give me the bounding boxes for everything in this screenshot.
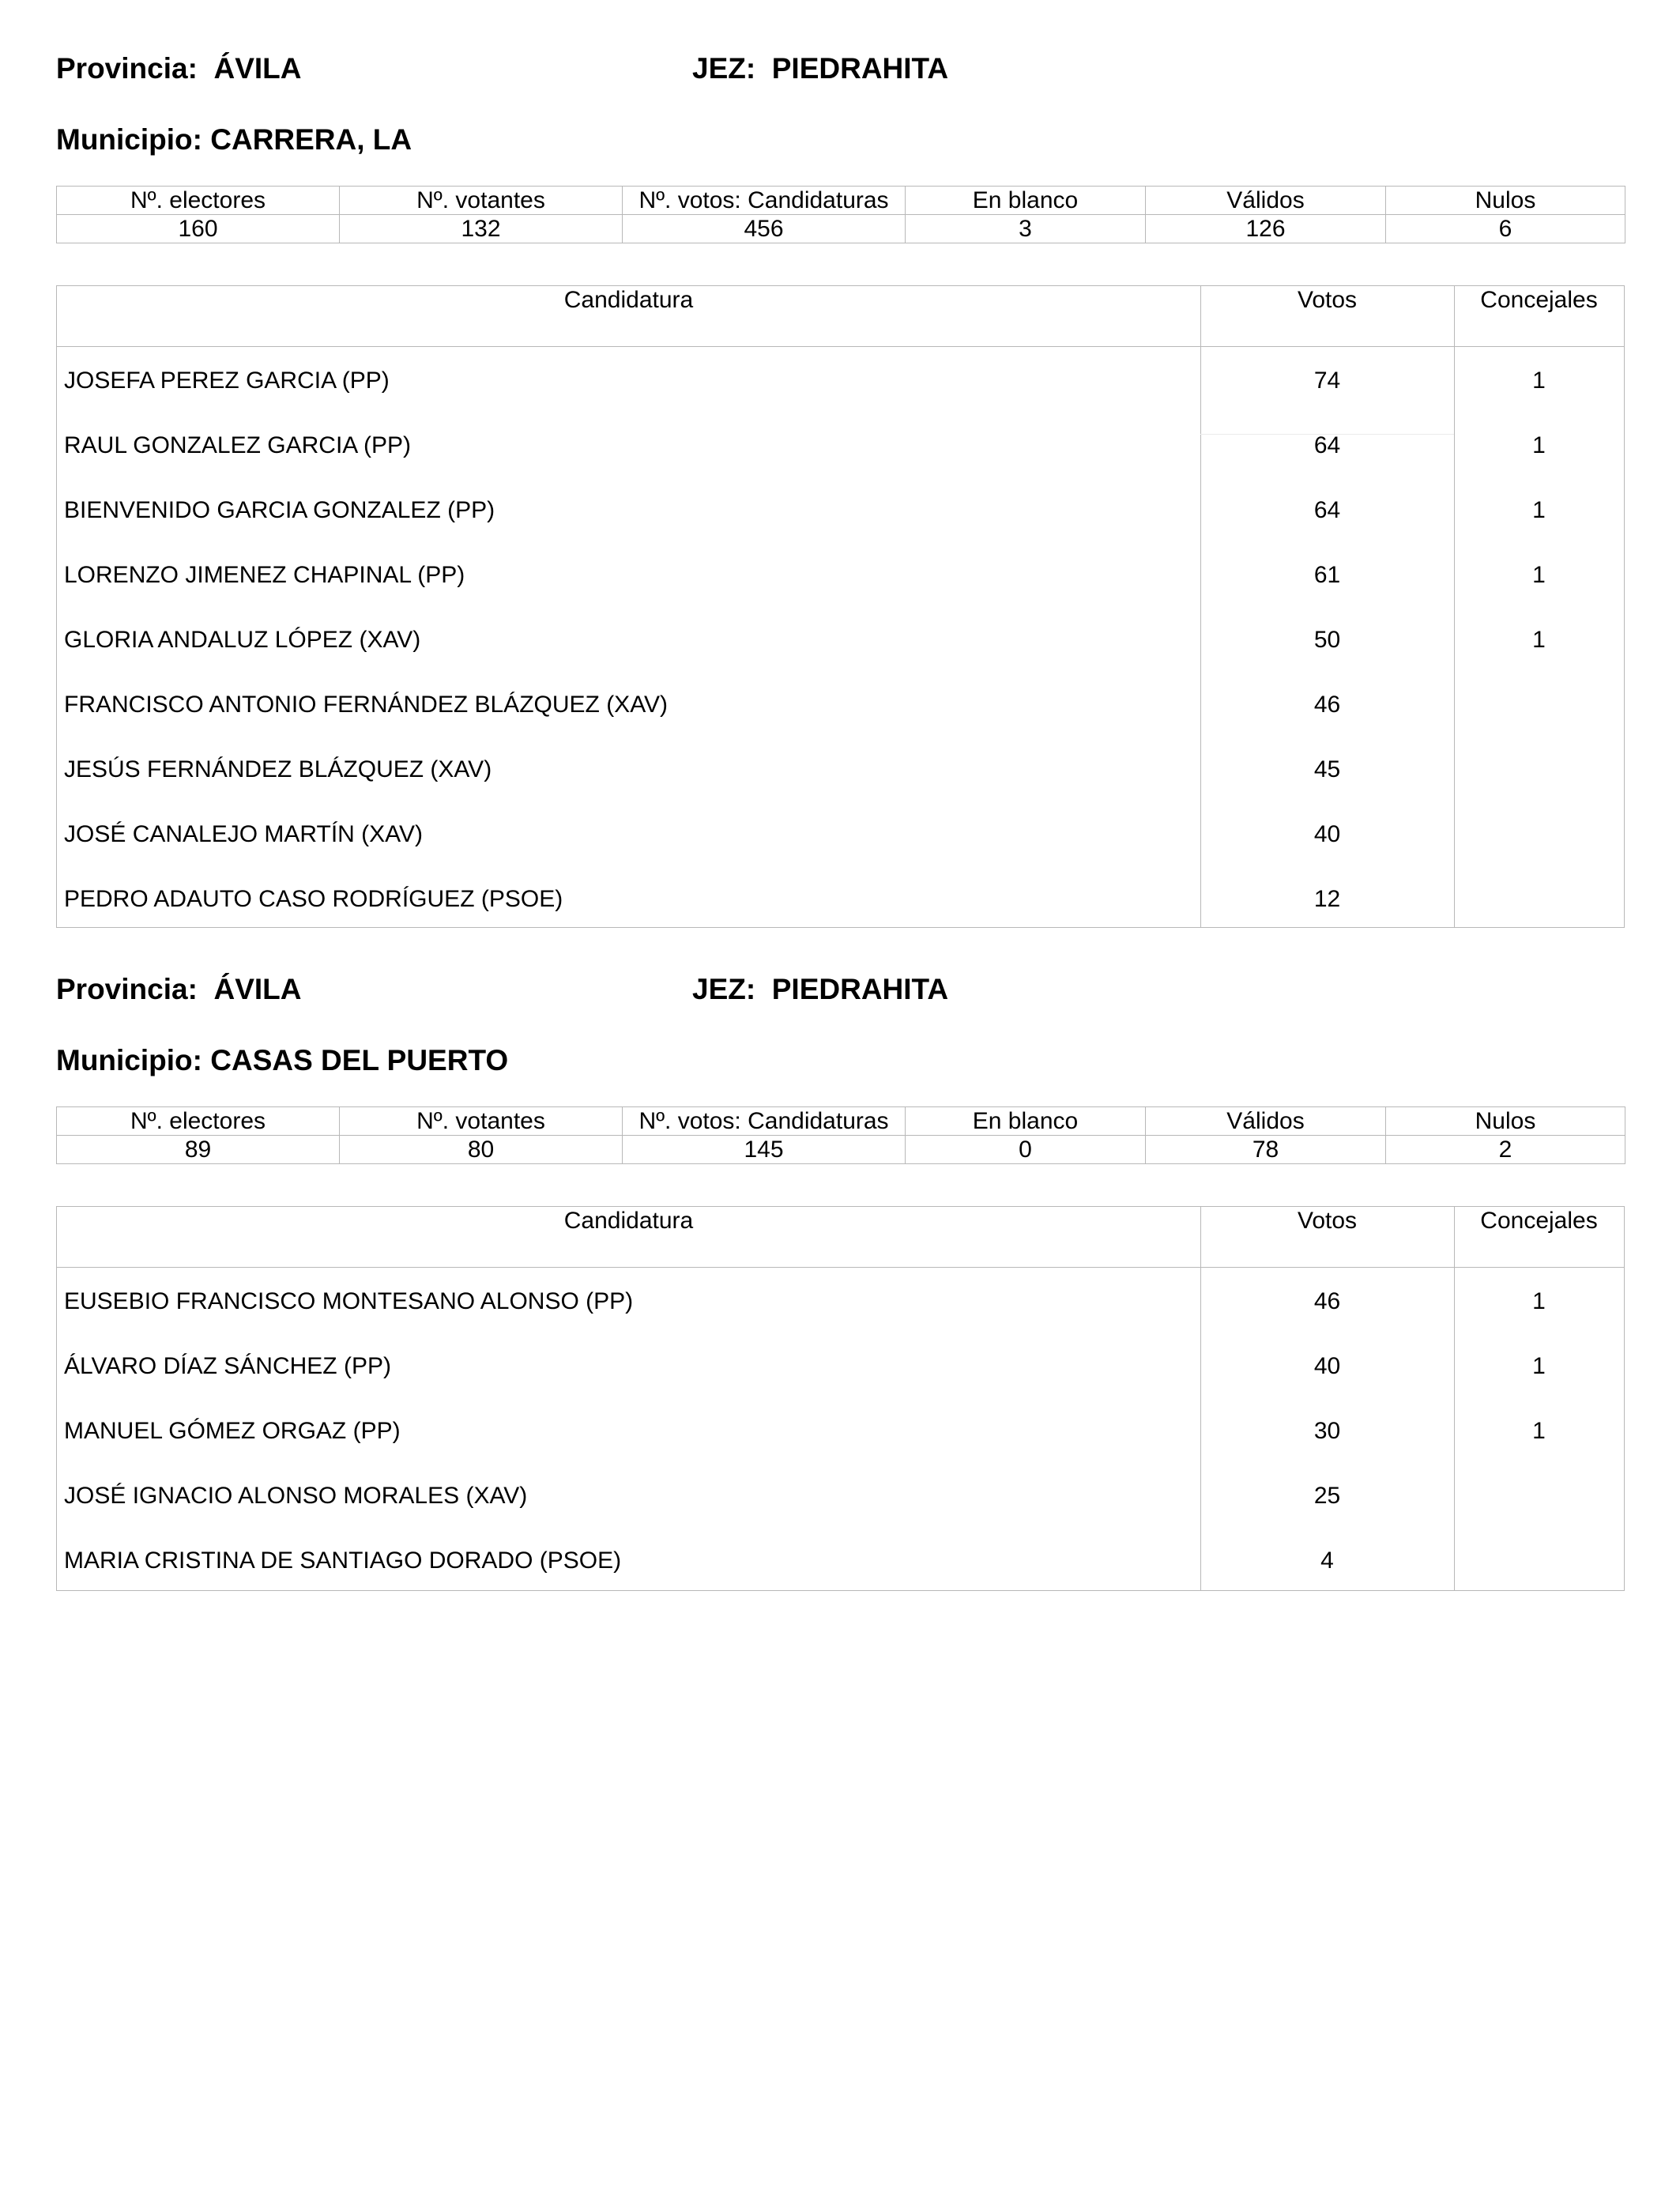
provincia-heading — [56, 54, 301, 83]
candidate-votes: 46 — [1313, 1288, 1341, 1314]
candidate-name: FRANCISCO ANTONIO FERNÁNDEZ BLÁZQUEZ (XAV) — [64, 692, 668, 718]
provincia-value: ÁVILA — [213, 973, 302, 1005]
summary-value-cell: 0 — [906, 1136, 1146, 1164]
summary-value-cell: 80 — [340, 1136, 623, 1164]
concejales-header: Concejales — [1480, 287, 1598, 313]
summary-value-cell: 132 — [340, 215, 623, 243]
candidate-name: JOSÉ IGNACIO ALONSO MORALES (XAV) — [64, 1483, 528, 1509]
table-row — [57, 417, 1624, 481]
summary-table — [56, 1106, 1625, 1164]
summary-header-cell: Válidos — [1146, 187, 1386, 215]
summary-header-cell: Nulos — [1386, 187, 1625, 215]
municipio-label: Municipio: — [56, 1044, 202, 1076]
table-row — [57, 611, 1624, 676]
table-row — [57, 1467, 1624, 1532]
municipio-value: CASAS DEL PUERTO — [210, 1044, 509, 1076]
summary-value-cell: 456 — [623, 215, 906, 243]
summary-header-cell: Nº. votos: Candidaturas — [623, 187, 906, 215]
summary-header-cell: En blanco — [906, 1107, 1146, 1136]
candidate-votes: 40 — [1313, 1353, 1341, 1379]
summary-header-row — [57, 1107, 1625, 1136]
candidatura-header: Candidatura — [563, 1208, 694, 1234]
table-row — [57, 352, 1624, 417]
table-row — [57, 481, 1624, 546]
candidate-concejales: 1 — [1532, 1288, 1546, 1314]
results-table — [56, 285, 1625, 928]
summary-header-cell: Nº. electores — [57, 1107, 340, 1136]
candidate-name: EUSEBIO FRANCISCO MONTESANO ALONSO (PP) — [64, 1288, 634, 1314]
candidate-votes: 12 — [1313, 886, 1341, 912]
summary-value-cell: 2 — [1386, 1136, 1625, 1164]
municipio-heading — [56, 1046, 508, 1075]
table-row — [57, 1532, 1624, 1596]
results-table — [56, 1206, 1625, 1591]
table-row — [57, 1337, 1624, 1402]
candidate-votes: 45 — [1313, 756, 1341, 782]
municipio-heading — [56, 125, 412, 154]
summary-header-cell: Nº. votos: Candidaturas — [623, 1107, 906, 1136]
candidate-votes: 30 — [1313, 1418, 1341, 1444]
table-row — [57, 805, 1624, 870]
candidate-votes: 64 — [1313, 432, 1341, 458]
header-divider — [57, 1267, 1624, 1268]
candidate-concejales: 1 — [1532, 1418, 1546, 1444]
votos-header: Votos — [1297, 287, 1358, 313]
summary-header-cell: Válidos — [1146, 1107, 1386, 1136]
candidate-votes: 25 — [1313, 1483, 1341, 1509]
candidate-votes: 50 — [1313, 627, 1341, 653]
jez-value: PIEDRAHITA — [771, 973, 949, 1005]
candidate-votes: 64 — [1313, 497, 1341, 523]
votos-header: Votos — [1297, 1208, 1358, 1234]
summary-value-cell: 3 — [906, 215, 1146, 243]
table-row — [57, 1272, 1624, 1337]
candidate-name: GLORIA ANDALUZ LÓPEZ (XAV) — [64, 627, 421, 653]
candidate-votes: 40 — [1313, 821, 1341, 847]
jez-label: JEZ: — [692, 52, 756, 85]
municipio-label: Municipio: — [56, 123, 202, 156]
provincia-value: ÁVILA — [213, 52, 302, 85]
candidatura-header: Candidatura — [563, 287, 694, 313]
summary-header-cell: Nº. votantes — [340, 187, 623, 215]
candidate-concejales: 1 — [1532, 627, 1546, 653]
table-row — [57, 1402, 1624, 1467]
candidate-name: MARIA CRISTINA DE SANTIAGO DORADO (PSOE) — [64, 1547, 622, 1574]
candidate-name: BIENVENIDO GARCIA GONZALEZ (PP) — [64, 497, 495, 523]
candidate-name: LORENZO JIMENEZ CHAPINAL (PP) — [64, 562, 465, 588]
candidate-votes: 61 — [1313, 562, 1341, 588]
candidate-votes: 4 — [1320, 1547, 1334, 1574]
summary-header-cell: Nulos — [1386, 1107, 1625, 1136]
summary-value-cell: 89 — [57, 1136, 340, 1164]
candidate-votes: 74 — [1313, 368, 1341, 394]
table-row — [57, 676, 1624, 741]
summary-header-cell: En blanco — [906, 187, 1146, 215]
provincia-heading — [56, 974, 301, 1004]
candidate-concejales: 1 — [1532, 432, 1546, 458]
candidate-name: ÁLVARO DÍAZ SÁNCHEZ (PP) — [64, 1353, 391, 1379]
summary-header-cell: Nº. electores — [57, 187, 340, 215]
summary-value-cell: 160 — [57, 215, 340, 243]
jez-label: JEZ: — [692, 973, 756, 1005]
municipio-value: CARRERA, LA — [210, 123, 412, 156]
summary-value-cell: 145 — [623, 1136, 906, 1164]
candidate-name: JESÚS FERNÁNDEZ BLÁZQUEZ (XAV) — [64, 756, 492, 782]
concejales-header: Concejales — [1480, 1208, 1598, 1234]
table-row — [57, 741, 1624, 805]
candidate-votes: 46 — [1313, 692, 1341, 718]
summary-header-row — [57, 187, 1625, 215]
jez-heading — [692, 54, 948, 83]
candidate-concejales: 1 — [1532, 368, 1546, 394]
summary-header-cell: Nº. votantes — [340, 1107, 623, 1136]
summary-value-row — [57, 215, 1625, 243]
summary-value-row — [57, 1136, 1625, 1164]
candidate-name: JOSÉ CANALEJO MARTÍN (XAV) — [64, 821, 423, 847]
candidate-name: PEDRO ADAUTO CASO RODRÍGUEZ (PSOE) — [64, 886, 563, 912]
table-row — [57, 870, 1624, 935]
provincia-label: Provincia: — [56, 52, 198, 85]
jez-heading — [692, 974, 948, 1004]
candidate-concejales: 1 — [1532, 1353, 1546, 1379]
candidate-concejales: 1 — [1532, 497, 1546, 523]
candidate-name: RAUL GONZALEZ GARCIA (PP) — [64, 432, 411, 458]
candidate-concejales: 1 — [1532, 562, 1546, 588]
summary-value-cell: 6 — [1386, 215, 1625, 243]
jez-value: PIEDRAHITA — [771, 52, 949, 85]
summary-value-cell: 78 — [1146, 1136, 1386, 1164]
summary-table — [56, 186, 1625, 243]
provincia-label: Provincia: — [56, 973, 198, 1005]
table-row — [57, 546, 1624, 611]
header-divider — [57, 346, 1624, 347]
candidate-name: JOSEFA PEREZ GARCIA (PP) — [64, 368, 390, 394]
candidate-name: MANUEL GÓMEZ ORGAZ (PP) — [64, 1418, 401, 1444]
summary-value-cell: 126 — [1146, 215, 1386, 243]
